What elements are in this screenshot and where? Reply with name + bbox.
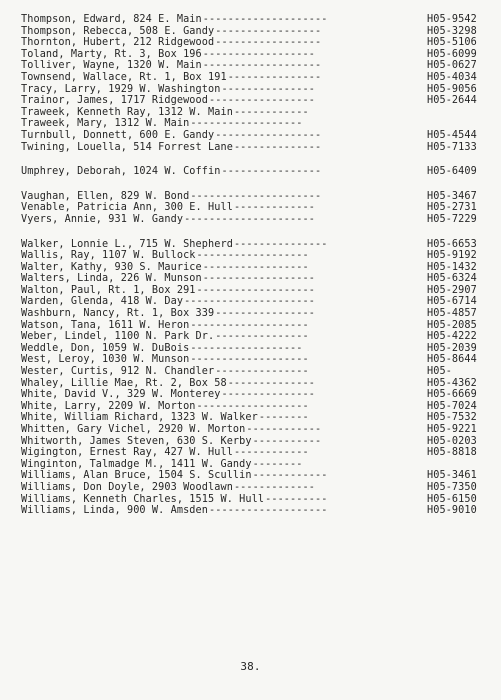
entry-name-address: Whaley, Lillie Mae, Rt. 2, Box 58 bbox=[21, 377, 227, 389]
entry-phone: H05-6099 bbox=[427, 48, 477, 60]
entry-name-address: Washburn, Nancy, Rt. 1, Box 339 bbox=[21, 308, 215, 320]
dash-leader: ------------------ bbox=[196, 250, 309, 262]
directory-entry bbox=[21, 366, 489, 378]
dash-leader: --------------- bbox=[215, 366, 309, 378]
dash-leader: ---------------- bbox=[215, 308, 315, 320]
dash-leader: ---------- bbox=[265, 493, 328, 505]
entry-phone: H05-4034 bbox=[427, 71, 477, 83]
directory-entry bbox=[21, 494, 489, 506]
dash-leader: ----------- bbox=[252, 435, 322, 447]
entry-phone: H05-9192 bbox=[427, 250, 477, 262]
dash-leader: ----------------- bbox=[215, 37, 322, 49]
directory-entry bbox=[21, 214, 489, 226]
entry-name-address: Williams, Linda, 900 W. Amsden bbox=[21, 505, 209, 517]
directory-group bbox=[21, 166, 489, 178]
entry-phone: H05-7229 bbox=[427, 213, 477, 225]
dash-leader: -------- bbox=[258, 412, 309, 424]
entry-name-address: Weber, Lindel, 1100 N. Park Dr. bbox=[21, 331, 215, 343]
directory-entry bbox=[21, 273, 489, 285]
entry-name-address: White, David V., 329 W. Monterey bbox=[21, 389, 221, 401]
dash-leader: --------------- bbox=[221, 83, 315, 95]
directory-entry bbox=[21, 424, 489, 436]
entry-name-address: Weddle, Don, 1059 W. DuBois bbox=[21, 342, 190, 354]
entry-phone: H05-5106 bbox=[427, 37, 477, 49]
entry-phone: H05-7350 bbox=[427, 481, 477, 493]
entry-phone: H05-1432 bbox=[427, 261, 477, 273]
entry-phone: H05-3461 bbox=[427, 470, 477, 482]
directory-group bbox=[21, 191, 489, 226]
directory-entry bbox=[21, 191, 489, 203]
entry-name-address: Wallis, Ray, 1107 W. Bullock bbox=[21, 250, 196, 262]
directory-entry bbox=[21, 308, 489, 320]
dash-leader: -------------- bbox=[233, 141, 322, 153]
dash-leader: ------------------ bbox=[196, 400, 309, 412]
entry-name-address: Walters, Linda, 226 W. Munson bbox=[21, 273, 202, 285]
directory-entry bbox=[21, 84, 489, 96]
directory-entry bbox=[21, 49, 489, 61]
directory-entry bbox=[21, 285, 489, 297]
entry-name-address: Thompson, Edward, 824 E. Main bbox=[21, 14, 202, 25]
entry-phone: H05-4362 bbox=[427, 377, 477, 389]
entry-phone: H05-6653 bbox=[427, 238, 477, 250]
entry-phone: H05-0627 bbox=[427, 60, 477, 72]
directory-entry bbox=[21, 72, 489, 84]
dash-leader: ------------ bbox=[233, 106, 309, 118]
entry-phone: H05-7133 bbox=[427, 141, 477, 153]
entry-phone: H05-6324 bbox=[427, 273, 477, 285]
entry-name-address: Umphrey, Deborah, 1024 W. Coffin bbox=[21, 166, 221, 178]
directory-entry bbox=[21, 389, 489, 401]
dash-leader: ------------------ bbox=[202, 273, 315, 285]
directory-entry bbox=[21, 505, 489, 517]
dash-leader: ------------------- bbox=[196, 284, 315, 296]
directory-entry bbox=[21, 447, 489, 459]
directory-entry bbox=[21, 343, 489, 355]
directory-group bbox=[21, 14, 489, 153]
entry-name-address: Warden, Glenda, 418 W. Day bbox=[21, 296, 184, 308]
directory-entry bbox=[21, 95, 489, 107]
entry-phone: H05-6150 bbox=[427, 493, 477, 505]
dash-leader: -------------- bbox=[227, 377, 315, 389]
entry-name-address: Whitten, Gary Vichel, 2920 W. Morton bbox=[21, 424, 246, 435]
directory-list bbox=[21, 14, 489, 517]
directory-entry bbox=[21, 262, 489, 274]
entry-name-address: Vyers, Annie, 931 W. Gandy bbox=[21, 213, 184, 225]
dash-leader: ------------------ bbox=[190, 342, 303, 354]
entry-phone: H05-2731 bbox=[427, 202, 477, 214]
entry-name-address: Traweek, Kenneth Ray, 1312 W. Main bbox=[21, 106, 233, 118]
entry-phone: H05-9221 bbox=[427, 424, 477, 435]
entry-phone: H05-7024 bbox=[427, 400, 477, 412]
entry-phone: H05-7532 bbox=[427, 412, 477, 424]
entry-name-address: Walker, Lonnie L., 715 W. Shepherd bbox=[21, 238, 233, 250]
entry-phone: H05-8818 bbox=[427, 447, 477, 459]
entry-phone: H05-4544 bbox=[427, 129, 477, 141]
entry-name-address: Turnbull, Donnett, 600 E. Gandy bbox=[21, 129, 215, 141]
dash-leader: --------------- bbox=[215, 331, 309, 343]
entry-phone: H05-9056 bbox=[427, 83, 477, 95]
directory-entry bbox=[21, 482, 489, 494]
entry-phone: H05- bbox=[427, 366, 452, 378]
dash-leader: ------------- bbox=[233, 481, 315, 493]
dash-leader: ----------------- bbox=[202, 261, 309, 273]
entry-name-address: Williams, Alan Bruce, 1504 S. Scullin bbox=[21, 470, 252, 482]
entry-phone: H05-6714 bbox=[427, 296, 477, 308]
directory-entry bbox=[21, 130, 489, 142]
entry-name-address: Thornton, Hubert, 212 Ridgewood bbox=[21, 37, 215, 49]
dash-leader: ------------------- bbox=[190, 354, 309, 366]
dash-leader: --------------- bbox=[233, 238, 328, 250]
directory-entry bbox=[21, 239, 489, 251]
entry-phone: H05-4222 bbox=[427, 331, 477, 343]
entry-name-address: Wigington, Ernest Ray, 427 W. Hull bbox=[21, 447, 233, 459]
directory-entry bbox=[21, 296, 489, 308]
entry-phone: H05-2644 bbox=[427, 95, 477, 107]
entry-name-address: Thompson, Rebecca, 508 E. Gandy bbox=[21, 25, 215, 37]
entry-phone: H05-3467 bbox=[427, 190, 477, 202]
entry-name-address: Tolliver, Wayne, 1320 W. Main bbox=[21, 60, 202, 72]
entry-phone: H05-9542 bbox=[427, 14, 477, 25]
entry-phone: H05-4857 bbox=[427, 308, 477, 320]
dash-leader: ------------------- bbox=[202, 60, 322, 72]
dash-leader: --------------------- bbox=[184, 213, 315, 225]
entry-phone: H05-6409 bbox=[427, 166, 477, 178]
entry-name-address: Williams, Kenneth Charles, 1515 W. Hull bbox=[21, 493, 265, 505]
entry-phone: H05-2039 bbox=[427, 342, 477, 354]
entry-name-address: Townsend, Wallace, Rt. 1, Box 191 bbox=[21, 71, 227, 83]
directory-entry bbox=[21, 331, 489, 343]
entry-name-address: Walton, Paul, Rt. 1, Box 291 bbox=[21, 284, 196, 296]
dash-leader: --------------- bbox=[221, 389, 315, 401]
dash-leader: ------------------ bbox=[202, 48, 315, 60]
dash-leader: ----------------- bbox=[209, 95, 315, 107]
entry-name-address: Williams, Don Doyle, 2903 Woodlawn bbox=[21, 481, 233, 493]
directory-entry bbox=[21, 354, 489, 366]
directory-group bbox=[21, 239, 489, 517]
dash-leader: ------------------- bbox=[190, 319, 309, 331]
dash-leader: --------------------- bbox=[184, 296, 315, 308]
dash-leader: ------------------- bbox=[209, 505, 328, 517]
directory-entry bbox=[21, 118, 489, 130]
page-number: 38. bbox=[240, 660, 261, 673]
directory-entry bbox=[21, 401, 489, 413]
entry-phone: H05-8644 bbox=[427, 354, 477, 366]
directory-entry bbox=[21, 412, 489, 424]
directory-entry bbox=[21, 470, 489, 482]
directory-entry bbox=[21, 26, 489, 38]
entry-name-address: West, Leroy, 1030 W. Munson bbox=[21, 354, 190, 366]
entry-name-address: Whitworth, James Steven, 630 S. Kerby bbox=[21, 435, 252, 447]
entry-name-address: Winginton, Talmadge M., 1411 W. Gandy bbox=[21, 458, 252, 470]
entry-name-address: Walter, Kathy, 930 S. Maurice bbox=[21, 261, 202, 273]
entry-phone: H05-6669 bbox=[427, 389, 477, 401]
dash-leader: ------------ bbox=[252, 470, 328, 482]
directory-entry bbox=[21, 166, 489, 178]
entry-name-address: White, William Richard, 1323 W. Walker bbox=[21, 412, 258, 424]
directory-entry bbox=[21, 14, 489, 26]
entry-phone: H05-3298 bbox=[427, 25, 477, 37]
entry-phone: H05-2907 bbox=[427, 284, 477, 296]
entry-name-address: Twining, Louella, 514 Forrest Lane bbox=[21, 141, 233, 153]
directory-entry bbox=[21, 202, 489, 214]
entry-phone: H05-0203 bbox=[427, 435, 477, 447]
dash-leader: ------------ bbox=[233, 447, 309, 459]
directory-entry bbox=[21, 459, 489, 471]
entry-name-address: Venable, Patricia Ann, 300 E. Hull bbox=[21, 202, 233, 214]
dash-leader: --------------- bbox=[227, 71, 322, 83]
dash-leader: -------- bbox=[252, 458, 303, 470]
directory-entry bbox=[21, 320, 489, 332]
entry-name-address: Watson, Tana, 1611 W. Heron bbox=[21, 319, 190, 331]
dash-leader: -------------------- bbox=[202, 14, 328, 25]
entry-name-address: Tracy, Larry, 1929 W. Washington bbox=[21, 83, 221, 95]
dash-leader: ------------ bbox=[246, 424, 322, 435]
dash-leader: --------------------- bbox=[190, 190, 322, 202]
entry-phone: H05-9010 bbox=[427, 505, 477, 517]
dash-leader: ------------- bbox=[233, 202, 315, 214]
directory-entry bbox=[21, 37, 489, 49]
directory-entry bbox=[21, 378, 489, 390]
directory-entry bbox=[21, 250, 489, 262]
entry-name-address: Toland, Marty, Rt. 3, Box 196 bbox=[21, 48, 202, 60]
entry-name-address: White, Larry, 2209 W. Morton bbox=[21, 400, 196, 412]
directory-entry bbox=[21, 436, 489, 448]
entry-name-address: Trainor, James, 1717 Ridgewood bbox=[21, 95, 209, 107]
directory-entry bbox=[21, 60, 489, 72]
entry-name-address: Wester, Curtis, 912 N. Chandler bbox=[21, 366, 215, 378]
entry-name-address: Traweek, Mary, 1312 W. Main bbox=[21, 118, 190, 130]
entry-name-address: Vaughan, Ellen, 829 W. Bond bbox=[21, 190, 190, 202]
dash-leader: ----------------- bbox=[215, 129, 322, 141]
directory-entry bbox=[21, 107, 489, 119]
dash-leader: ------------------ bbox=[190, 118, 303, 130]
dash-leader: ---------------- bbox=[221, 166, 322, 178]
dash-leader: ----------------- bbox=[215, 25, 322, 37]
directory-entry bbox=[21, 142, 489, 154]
entry-phone: H05-2085 bbox=[427, 319, 477, 331]
